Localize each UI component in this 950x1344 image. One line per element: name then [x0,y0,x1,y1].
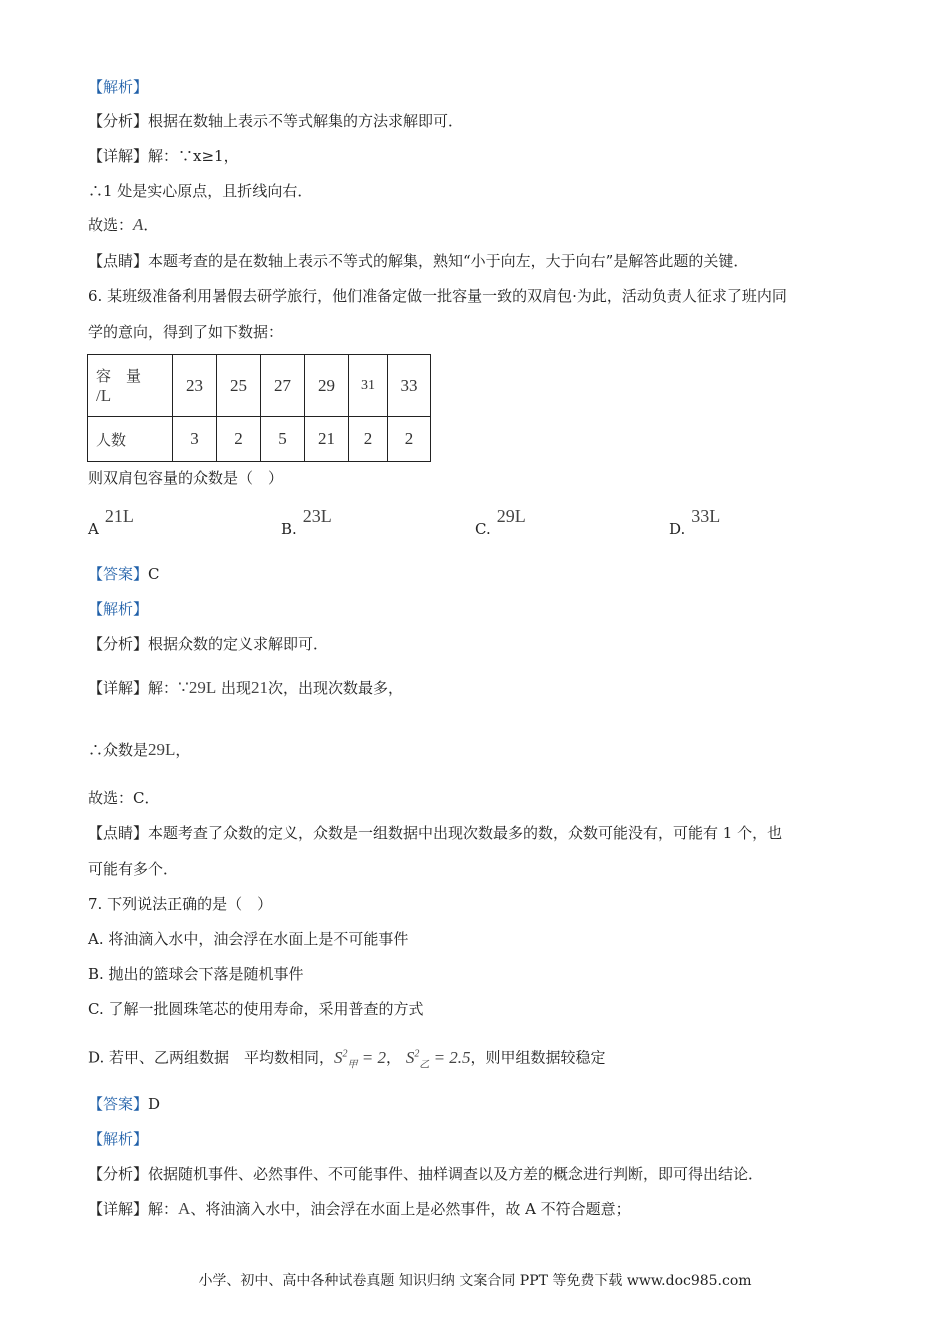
jiexi-heading-1: 【解析】 [88,78,149,96]
value: = 2.5 [429,1047,471,1067]
daan-tag: 【答案】 [88,1095,149,1113]
option-value: 21L [104,506,134,526]
option-label: C. [475,520,491,538]
q6-answer-line [88,564,160,584]
xiangjie-text: 次，出现次数最多， [268,679,404,697]
superscript: 2 [414,1048,420,1059]
q6-option-c [475,506,526,539]
q6-stem-line1: 6. 某班级准备利用暑假去研学旅行，他们准备定做一批容量一致的双肩包·为此，活动负责人征求了班内同 [88,287,787,305]
dianjing-tag: 【点睛】 [88,824,149,842]
option-value: 23L [302,506,332,526]
page-footer: 小学、初中、高中各种试卷真题 知识归纳 文案合同 PPT 等免费下载 www.doc985.com [198,1273,752,1289]
q7-option-a: A. 将油滴入水中，油会浮在水面上是不可能事件 [88,930,409,948]
xiangjie-text: 解：∵x≥1， [148,147,239,165]
count-cell: 3 [173,417,217,462]
superscript: 2 [342,1048,348,1059]
xiangjie-text: 、将油滴入水中，油会浮在水面上是必然事件，故 A 不符合题意； [190,1200,631,1218]
zhongshu-text: ∴众数是 [88,741,149,759]
math-A: A [178,1199,191,1218]
option-label: D. [669,520,686,538]
math-29L: 29L [148,740,176,759]
fenxi-tag: 【分析】 [88,1165,149,1183]
dianjing-line-1 [88,251,748,271]
q6-question: 则双肩包容量的众数是（ ） [88,469,284,487]
math-29L: ∵29L [178,678,217,697]
count-cell: 2 [388,417,431,462]
subscript: 乙 [419,1059,430,1071]
q6-option-b [281,506,332,539]
count-header: 人数 [88,417,173,462]
dianjing-text: 本题考查了众数的定义，众数是一组数据中出现次数最多的数，众数可能没有，可能有 1 个，也 [148,824,783,842]
capacity-header [88,355,173,417]
s-symbol: S [405,1047,415,1067]
option-label: B. [281,520,297,538]
option-label: A [88,520,99,538]
fenxi-line-2 [88,634,328,654]
capacity-header-a: 容 量 [96,366,142,385]
count-row [88,417,431,462]
fenxi-tag: 【分析】 [88,635,149,653]
answer-prefix: 故选： [88,216,134,234]
q7-stem: 7. 下列说法正确的是（ ） [88,895,273,913]
option-d-text: D. 若甲、乙两组数据 平均数相同， [88,1048,335,1067]
zhongshu-line [88,740,190,760]
xiangjie-tag: 【详解】 [88,147,149,165]
q6-stem-line2: 学的意向，得到了如下数据： [88,323,284,341]
capacity-cell: 23 [173,355,217,417]
xiangjie-line-1 [88,146,239,166]
answer-line-1 [88,215,158,235]
capacity-row [88,355,431,417]
daan-value: D [148,1095,161,1113]
dianjing-text: 本题考查的是在数轴上表示不等式的解集，熟知“小于向左，大于向右”是解答此题的关键． [148,252,749,270]
math-21: 21 [251,678,269,697]
answer-value: A [133,215,144,234]
q7-option-c: C. 了解一批圆珠笔芯的使用寿命，采用普查的方式 [88,1000,424,1018]
dianjing-line-2 [88,823,782,843]
variance-jia [334,1047,387,1071]
capacity-cell: 31 [349,355,388,417]
xiangjie-text: 出现 [221,679,252,697]
jiexi-heading-2: 【解析】 [88,600,149,618]
answer-end: ． [143,216,159,234]
guxuan-line: 故选：C． [88,789,160,807]
option-d-text: ，则甲组数据较稳定 [470,1048,606,1067]
count-cell: 2 [349,417,388,462]
therefore-line: ∴1 处是实心原点，且折线向右． [88,182,313,200]
option-value: 33L [691,506,721,526]
dianjing-tag: 【点睛】 [88,252,149,270]
q7-answer-line [88,1094,160,1114]
capacity-table [87,354,431,462]
count-cell: 21 [305,417,349,462]
fenxi-line-1 [88,111,463,131]
q7-option-d [88,1044,606,1075]
capacity-cell: 29 [305,355,349,417]
subscript: 甲 [347,1059,358,1071]
xiangjie-tag: 【详解】 [88,1200,149,1218]
capacity-cell: 27 [261,355,305,417]
fenxi-text: 根据在数轴上表示不等式解集的方法求解即可． [148,112,464,130]
count-cell: 5 [261,417,305,462]
fenxi-text: 根据众数的定义求解即可． [148,635,329,653]
xiangjie-text: 解： [148,679,179,697]
xiangjie-line-2 [88,678,403,698]
comma: ， [386,1048,402,1067]
capacity-header-b: /L [96,385,112,405]
xiangjie-line-3 [88,1199,631,1219]
jiexi-heading-3: 【解析】 [88,1130,149,1148]
variance-yi [405,1047,471,1071]
daan-tag: 【答案】 [88,565,149,583]
count-cell: 2 [217,417,261,462]
q6-option-d [669,506,721,539]
capacity-cell: 25 [217,355,261,417]
fenxi-tag: 【分析】 [88,112,149,130]
dianjing-line-2b: 可能有多个． [88,860,179,878]
s-symbol: S [334,1047,343,1067]
q7-option-b: B. 抛出的篮球会下落是随机事件 [88,965,304,983]
value: = 2 [357,1047,387,1067]
q6-option-a [88,506,134,539]
xiangjie-text: 解： [148,1200,179,1218]
zhongshu-text: ， [175,741,191,759]
xiangjie-tag: 【详解】 [88,679,149,697]
daan-value: C [148,565,160,583]
capacity-cell: 33 [388,355,431,417]
option-value: 29L [496,506,526,526]
fenxi-text: 依据随机事件、必然事件、不可能事件、抽样调查以及方差的概念进行判断，即可得出结论． [148,1165,764,1183]
fenxi-line-3 [88,1164,763,1184]
